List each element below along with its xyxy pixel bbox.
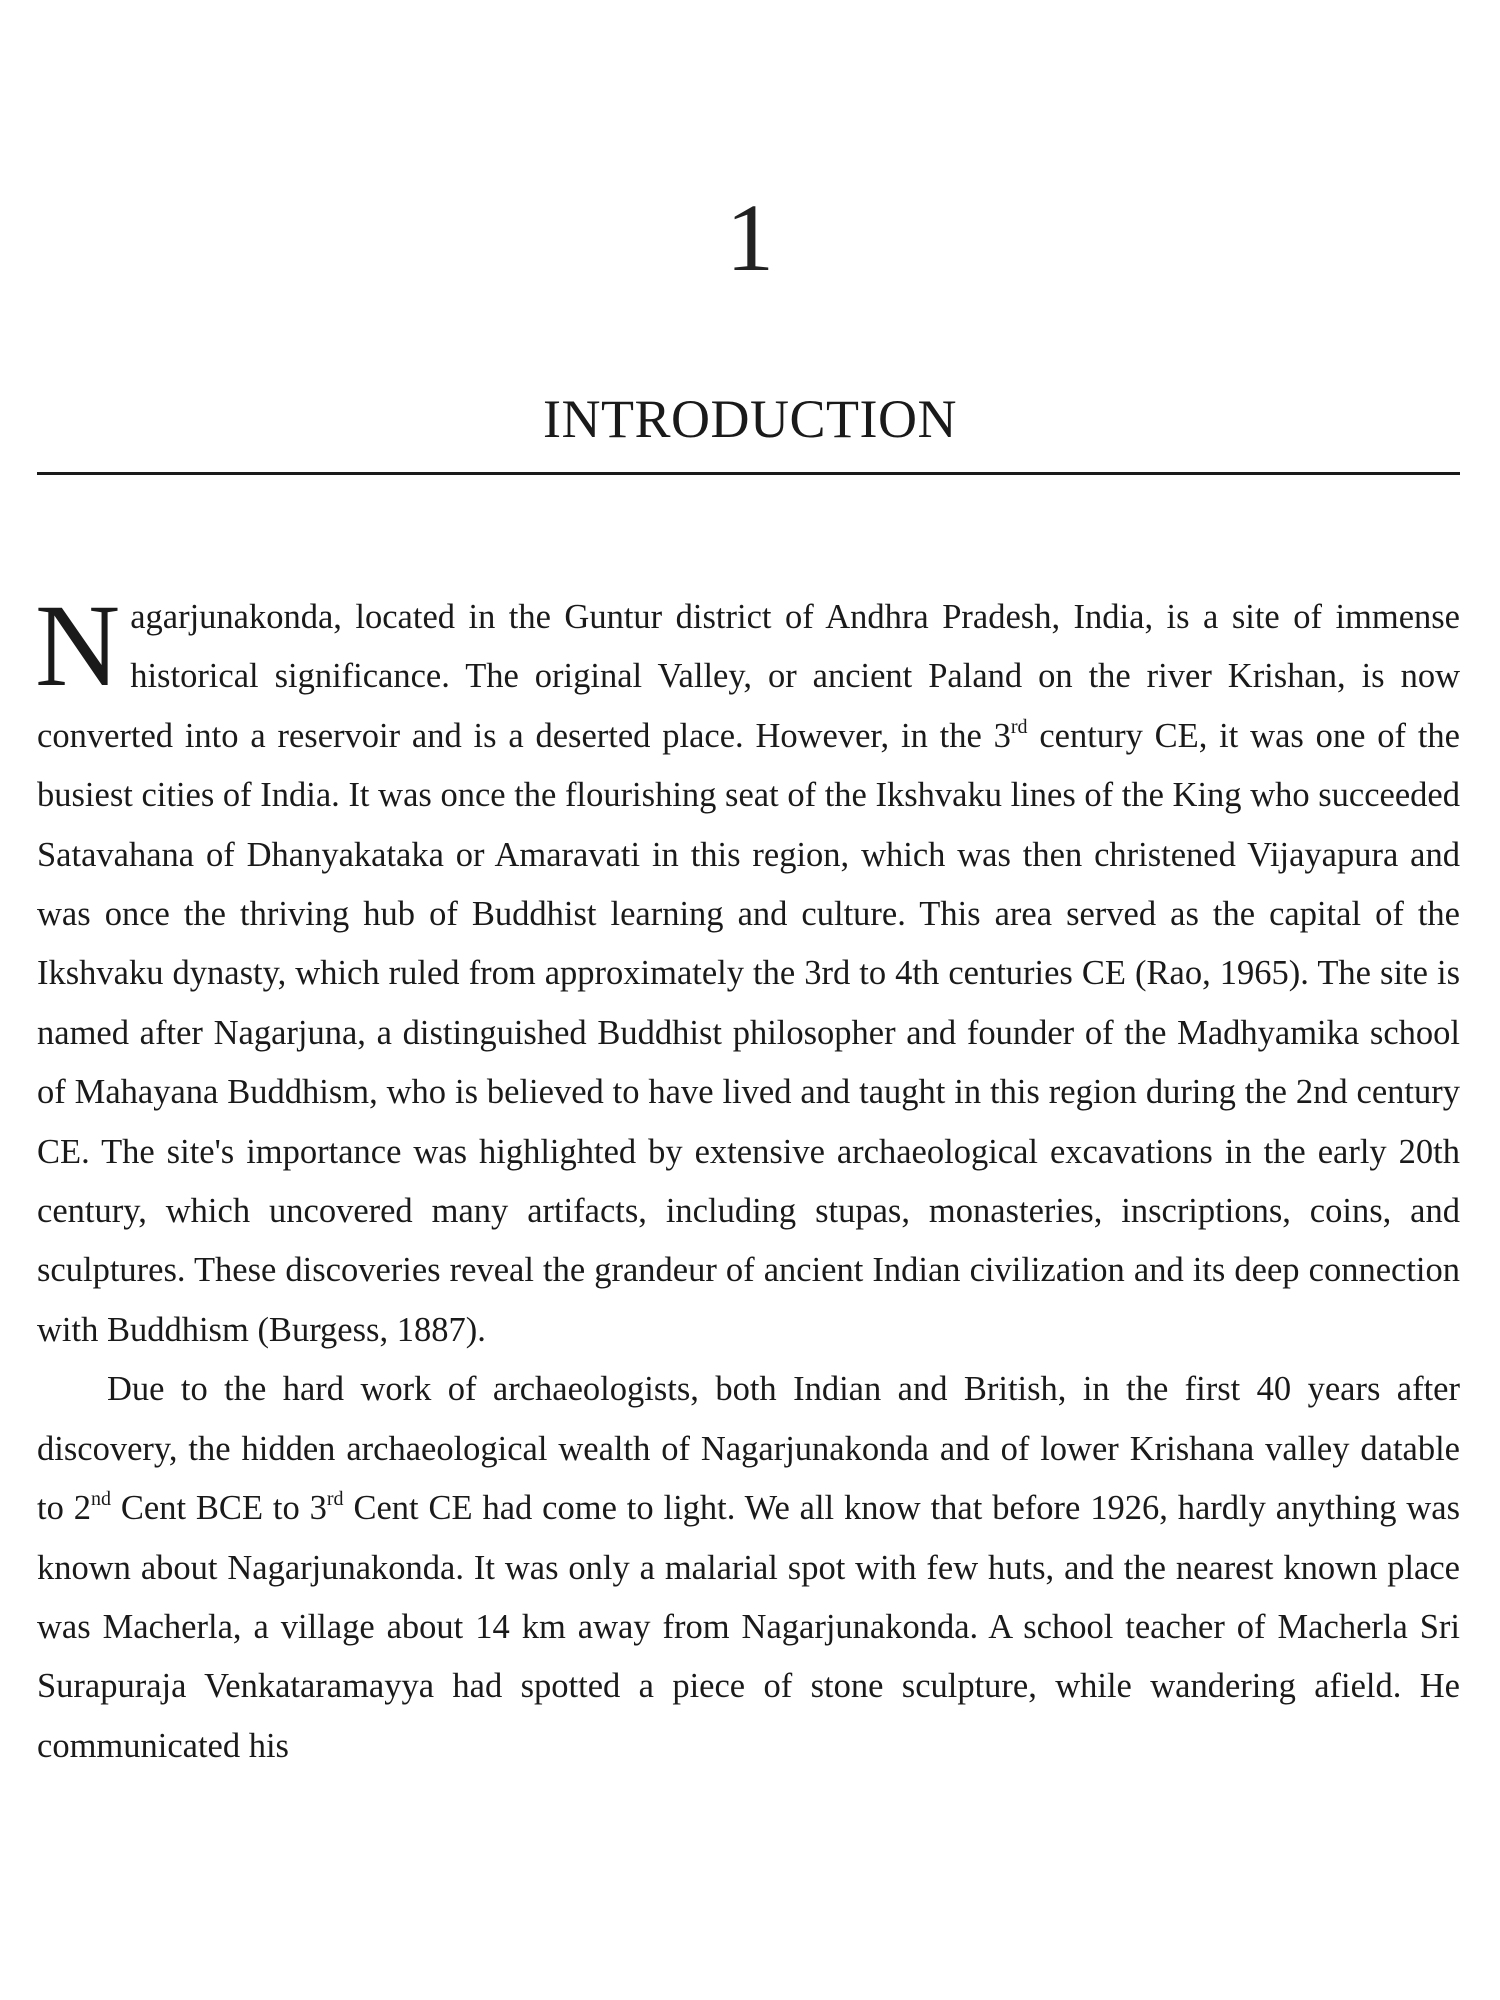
- paragraph-2-text-part-1: Due to the hard work of archaeologists, both Indian and British, in the first 40 years after discovery, the hidden archaeological wealth of Nagarjunakonda and of lower Krishana valley datable to 2: [37, 1370, 1460, 1528]
- chapter-title: INTRODUCTION: [543, 389, 957, 449]
- drop-cap: N: [35, 580, 121, 711]
- paragraph-discovery: [37, 1360, 1460, 1776]
- paragraph-2-text-part-2: Cent BCE to 3: [110, 1489, 327, 1528]
- superscript-ordinal: rd: [326, 1488, 344, 1511]
- paragraph-2-text-part-3: Cent CE had come to light. We all know that before 1926, hardly anything was known about Nagarjunakonda. It was only a malarial spot with few huts, and the nearest known place was Macherla, a village about 14 km away from Nagarjunakonda. A school teacher of Macherla Sri Surapuraja Venkataramayya had spotted a piece of stone sculpture, while wandering afield. He communicated his: [37, 1489, 1461, 1765]
- superscript-ordinal: rd: [1010, 715, 1028, 738]
- paragraph-1-text-part-1: agarjunakonda, located in the Guntur district of Andhra Pradesh, India, is a site of immense historical significance. The original Valley, or ancient Paland on the river Krishan, is now converted into a reservoir and is a deserted place. However, in the 3: [37, 598, 1460, 755]
- paragraph-introduction: [35, 580, 1460, 1360]
- body-text: [35, 580, 1461, 1776]
- title-divider: [37, 472, 1460, 475]
- chapter-number: 1: [726, 184, 774, 291]
- paragraph-1-text-part-2: century CE, it was one of the busiest cities of India. It was once the flourishing seat of the Ikshvaku lines of the King who succeeded Satavahana of Dhanyakataka or Amaravati in this region, which was then christened Vijayapura and was once the thriving hub of Buddhist learning and culture. This area served as the capital of the Ikshvaku dynasty, which ruled from approximately the 3rd to 4th centuries CE (Rao, 1965). The site is named after Nagarjuna, a distinguished Buddhist philosopher and founder of the Madhyamika school of Mahayana Buddhism, who is believed to have lived and taught in this region during the 2nd century CE. The site's importance was highlighted by extensive archaeological excavations in the early 20th century, which uncovered many artifacts, including stupas, monasteries, inscriptions, coins, and sculptures. These discoveries reveal the grandeur of ancient Indian civilization and its deep connection with Buddhism (Burgess, 1887).: [37, 716, 1460, 1349]
- superscript-ordinal: nd: [90, 1488, 111, 1511]
